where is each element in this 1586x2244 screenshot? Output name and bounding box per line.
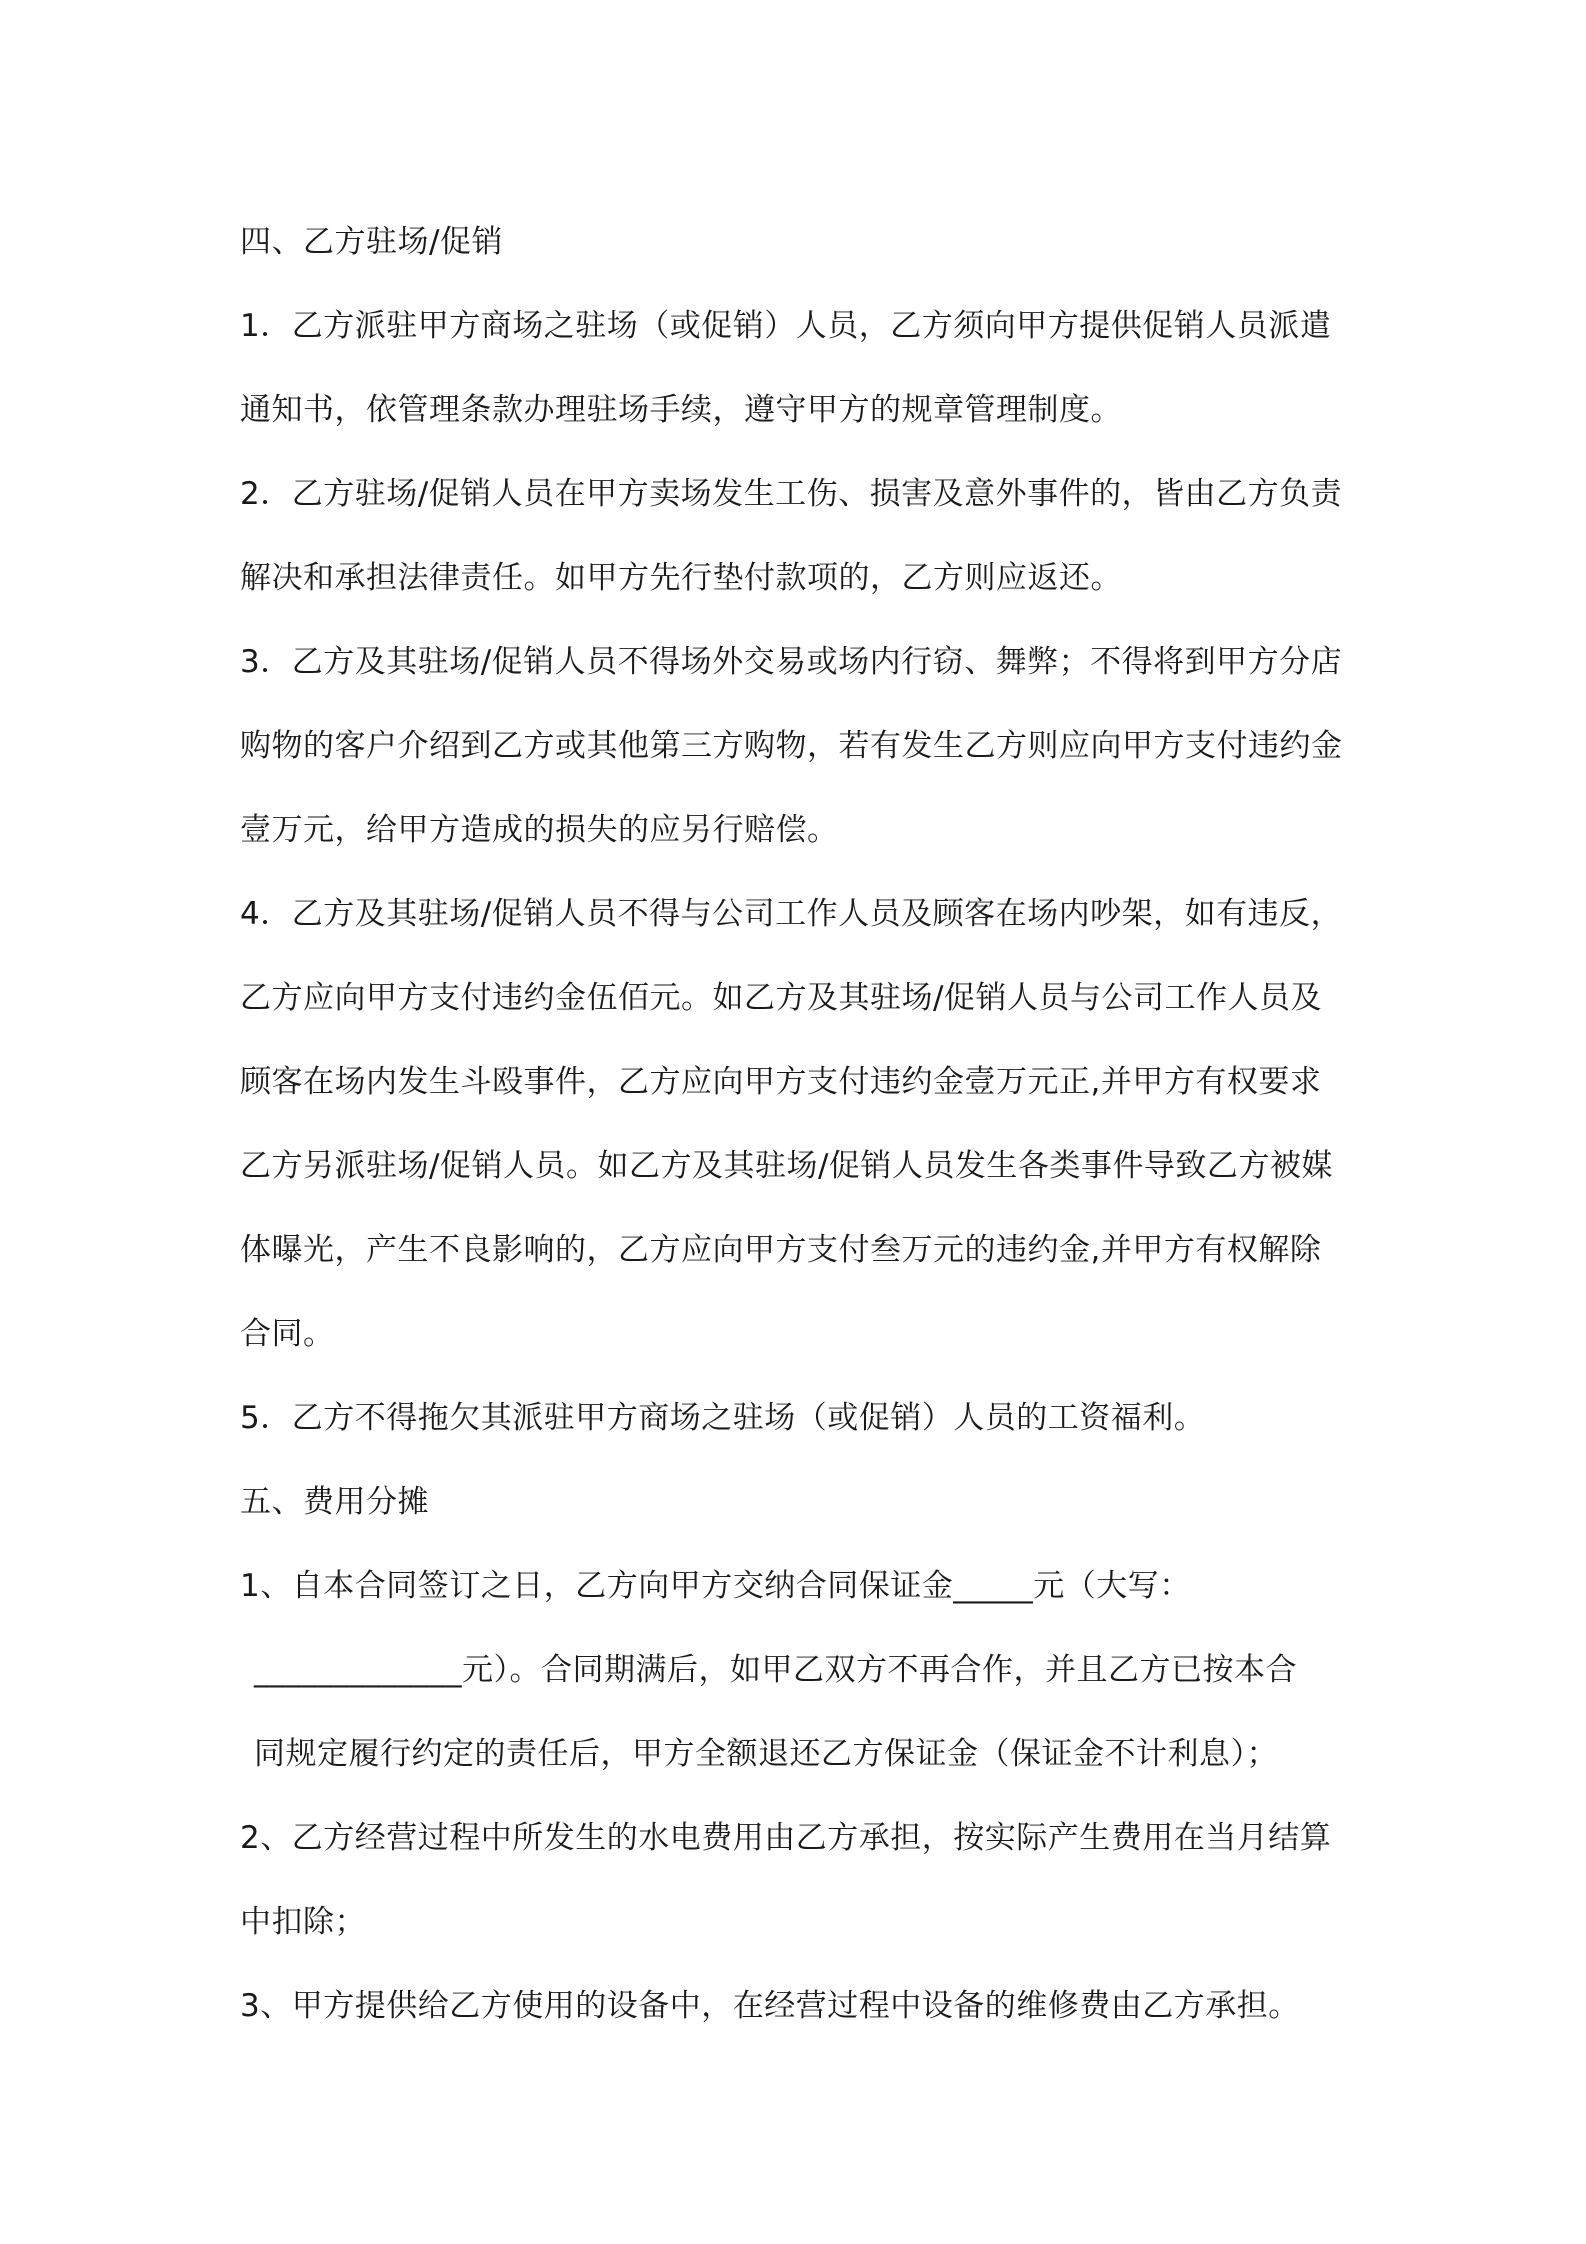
clause-5-2-line-2: 中扣除； [240,1904,366,1940]
clause-4-4-line-1: 4．乙方及其驻场/促销人员不得与公司工作人员及顾客在场内吵架，如有违反， [240,896,1343,932]
clause-5-3-line-1: 3、甲方提供给乙方使用的设备中，在经营过程中设备的维修费由乙方承担。 [240,1988,1300,2024]
clause-4-2-line-2: 解决和承担法律责任。如甲方先行垫付款项的，乙方则应返还。 [240,560,1122,596]
clause-4-4-line-4: 乙方另派驻场/促销人员。如乙方及其驻场/促销人员发生各类事件导致乙方被媒 [240,1148,1333,1184]
clause-4-1-line-2: 通知书，依管理条款办理驻场手续，遵守甲方的规章管理制度。 [240,392,1122,428]
clause-4-3-line-3: 壹万元，给甲方造成的损失的应另行赔偿。 [240,812,839,848]
clause-4-4-line-5: 体曝光，产生不良影响的，乙方应向甲方支付叁万元的违约金,并甲方有权解除 [240,1232,1322,1268]
clause-4-4-line-6: 合同。 [240,1316,335,1352]
clause-4-2-line-1: 2．乙方驻场/促销人员在甲方卖场发生工伤、损害及意外事件的，皆由乙方负责 [240,476,1343,512]
clause-5-1-line-2: _____________元）。合同期满后，如甲乙双方不再合作，并且乙方已按本合 [254,1652,1297,1688]
clause-5-2-line-1: 2、乙方经营过程中所发生的水电费用由乙方承担，按实际产生费用在当月结算 [240,1820,1332,1856]
clause-4-4-line-2: 乙方应向甲方支付违约金伍佰元。如乙方及其驻场/促销人员与公司工作人员及 [240,980,1322,1016]
document-page [240,200,1360,2048]
clause-4-5-line-1: 5．乙方不得拖欠其派驻甲方商场之驻场（或促销）人员的工资福利。 [240,1400,1206,1436]
clause-5-1-line-3: 同规定履行约定的责任后，甲方全额退还乙方保证金（保证金不计利息）； [254,1736,1278,1772]
clause-4-1-line-1: 1．乙方派驻甲方商场之驻场（或促销）人员，乙方须向甲方提供促销人员派遣 [240,308,1332,344]
clause-4-3-line-1: 3．乙方及其驻场/促销人员不得场外交易或场内行窃、舞弊；不得将到甲方分店 [240,644,1343,680]
clause-5-1-line-1: 1、自本合同签订之日，乙方向甲方交纳合同保证金_____元（大写： [240,1568,1191,1604]
clause-4-3-line-2: 购物的客户介绍到乙方或其他第三方购物，若有发生乙方则应向甲方支付违约金 [240,728,1343,764]
section-heading-4: 四、乙方驻场/促销 [240,224,503,260]
section-heading-5: 五、费用分摊 [240,1484,429,1520]
clause-4-4-line-3: 顾客在场内发生斗殴事件，乙方应向甲方支付违约金壹万元正,并甲方有权要求 [240,1064,1322,1100]
